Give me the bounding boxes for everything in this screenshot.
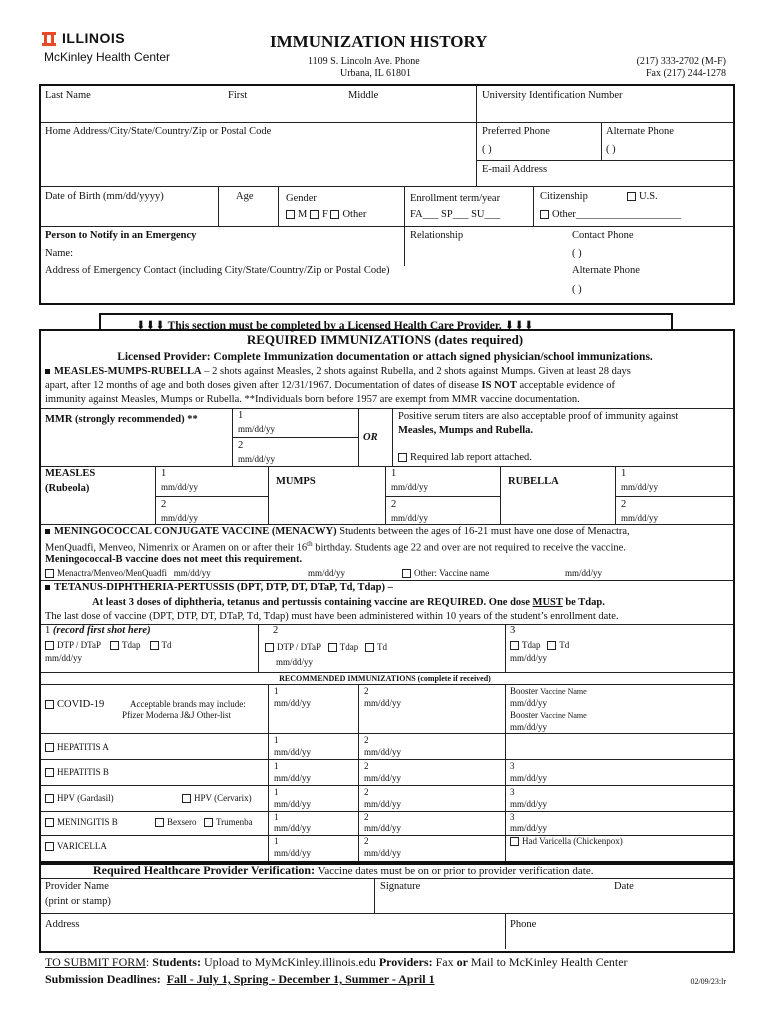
mumps-shot2-num: 2	[391, 499, 397, 510]
mening-shot3-num: 3	[510, 812, 515, 822]
titer-bold: Measles, Mumps and Rubella.	[398, 425, 534, 436]
hepb-shot3-num: 3	[510, 761, 515, 771]
meningitis-label: MENINGITIS B	[45, 817, 118, 827]
mumps-shot1-date[interactable]: mm/dd/yy	[391, 482, 429, 492]
titer-text: Positive serum titers are also acceptable proof of immunity against	[398, 411, 679, 422]
tdap3-tdap-checkbox[interactable]	[510, 641, 519, 650]
mening-shot1-date[interactable]: mm/dd/yy	[274, 823, 312, 833]
preferred-phone-label: Preferred Phone	[482, 126, 550, 137]
menacwy-intro: MENINGOCOCCAL CONJUGATE VACCINE (MENACWY) Students between the ages of 16-21 must have one dose of Menactra,	[45, 526, 630, 537]
covid-shot2-date[interactable]: mm/dd/yy	[364, 698, 402, 708]
meningitis-checkbox[interactable]	[45, 818, 54, 827]
signature-label: Signature	[380, 881, 421, 892]
mumps-shot2-date[interactable]: mm/dd/yy	[391, 513, 429, 523]
relationship-label: Relationship	[410, 230, 464, 241]
tdap-text1: At least 3 doses of diphtheria, tetanus and pertussis containing vaccine are REQUIRED. One dose MUST be Tdap.	[92, 597, 605, 608]
citizenship-us: U.S.	[627, 191, 658, 202]
tdap-shot3-options: Tdap Td	[510, 640, 569, 650]
required-title: REQUIRED IMMUNIZATIONS (dates required)	[246, 332, 524, 347]
logo-subtitle: McKinley Health Center	[44, 50, 171, 64]
hpv-shot2-date[interactable]: mm/dd/yy	[364, 799, 402, 809]
tdap-shot3-date[interactable]: mm/dd/yy	[510, 653, 548, 663]
hpv2-label: HPV (Cervarix)	[182, 793, 252, 803]
enrollment-label: Enrollment term/year	[410, 193, 501, 204]
hepb-shot2-num: 2	[364, 761, 369, 771]
lab-report-checkbox[interactable]	[398, 453, 407, 462]
booster1-label: Booster Vaccine Name	[510, 686, 587, 696]
hpv-cervarix-checkbox[interactable]	[182, 794, 191, 803]
mening-shot2-date[interactable]: mm/dd/yy	[364, 823, 402, 833]
covid-checkbox[interactable]	[45, 700, 54, 709]
covid-shot1-num: 1	[274, 686, 279, 696]
hpv-label: HPV (Gardasil)	[45, 793, 114, 803]
mmr-shot1-date[interactable]: mm/dd/yy	[238, 424, 276, 434]
tdap-shot2-options: DTP / DTaP Tdap Td	[265, 642, 387, 652]
email-label: E-mail Address	[482, 164, 548, 175]
alt-phone2-field[interactable]: ( )	[572, 284, 582, 295]
tdap2-tdap-checkbox[interactable]	[328, 643, 337, 652]
provider-address-label: Address	[45, 919, 80, 930]
covid-brands2: Pfizer Moderna J&J Other-list	[122, 710, 232, 720]
had-varicella: Had Varicella (Chickenpox)	[510, 836, 623, 846]
tdap-shot1: 1 (record first shot here)	[45, 625, 151, 636]
enrollment-terms[interactable]: FA___ SP___ SU___	[410, 209, 501, 220]
measles-label: MEASLES	[45, 468, 96, 479]
gender-other-checkbox[interactable]	[330, 210, 339, 219]
bullet-icon	[45, 529, 50, 534]
address-line2: Urbana, IL 61801	[340, 68, 411, 79]
varicella-shot1-num: 1	[274, 836, 279, 846]
mumps-shot1-num: 1	[391, 468, 397, 479]
hpv-shot1-date[interactable]: mm/dd/yy	[274, 799, 312, 809]
citizenship-other: Other____________________	[540, 209, 681, 220]
rubella-shot1-num: 1	[621, 468, 627, 479]
menacwy-other: Other: Vaccine name	[402, 568, 489, 578]
gender-options: M F Other	[286, 209, 366, 220]
provider-banner: ⬇⬇⬇ This section must be completed by a Licensed Health Care Provider. ⬇⬇⬇	[136, 320, 534, 332]
hepa-shot1-num: 1	[274, 735, 279, 745]
tdap3-td-checkbox[interactable]	[547, 641, 556, 650]
menacwy-other-checkbox[interactable]	[402, 569, 411, 578]
tdap-shot3: 3	[510, 625, 516, 636]
tdap-shot1-options: DTP / DTaP Tdap Td	[45, 640, 172, 650]
covid-shot2-num: 2	[364, 686, 369, 696]
mmr-text3: immunity against Measles, Mumps or Rubella. **Individuals born before 1957 are exempt from MMR vaccine documentation.	[45, 394, 580, 405]
bullet-icon	[45, 369, 50, 374]
alternate-phone-label: Alternate Phone	[606, 126, 674, 137]
alternate-phone-field[interactable]: ( )	[606, 144, 616, 155]
measles-shot2-num: 2	[161, 499, 167, 510]
booster2-label: Booster Vaccine Name	[510, 710, 587, 720]
hepa-label: HEPATITIS A	[45, 742, 109, 752]
emergency-heading: Person to Notify in an Emergency	[45, 230, 197, 241]
alt-phone2-label: Alternate Phone	[572, 265, 640, 276]
hepa-shot2-date[interactable]: mm/dd/yy	[364, 747, 402, 757]
hpv-shot1-num: 1	[274, 787, 279, 797]
hepb-shot3-date[interactable]: mm/dd/yy	[510, 773, 548, 783]
bexsero-checkbox[interactable]	[155, 818, 164, 827]
rubella-label: RUBELLA	[508, 476, 559, 487]
tdap1-dtp-checkbox[interactable]	[45, 641, 54, 650]
us-checkbox[interactable]	[627, 192, 636, 201]
rubeola-label: (Rubeola)	[45, 483, 90, 494]
contact-phone-field[interactable]: ( )	[572, 248, 582, 259]
had-varicella-checkbox[interactable]	[510, 837, 519, 846]
bullet-icon	[45, 585, 50, 590]
menacwy-other-date[interactable]: mm/dd/yy	[565, 568, 603, 578]
form-title: IMMUNIZATION HISTORY	[270, 32, 488, 51]
tdap-shot2-date[interactable]: mm/dd/yy	[276, 657, 314, 667]
rubella-shot2-date[interactable]: mm/dd/yy	[621, 513, 659, 523]
covid-brands1: Acceptable brands may include:	[130, 699, 246, 709]
mumps-label: MUMPS	[276, 476, 316, 487]
deadlines-line: Submission Deadlines: Fall - July 1, Spring - December 1, Summer - April 1	[45, 972, 435, 986]
emergency-address-label: Address of Emergency Contact (including City/State/Country/Zip or Postal Code)	[45, 265, 390, 276]
measles-shot1-num: 1	[161, 468, 167, 479]
gender-f-checkbox[interactable]	[310, 210, 319, 219]
varicella-checkbox[interactable]	[45, 842, 54, 851]
measles-shot1-date[interactable]: mm/dd/yy	[161, 482, 199, 492]
illinois-logo-icon	[44, 32, 54, 46]
lab-report: Required lab report attached.	[398, 452, 532, 463]
hepa-shot1-date[interactable]: mm/dd/yy	[274, 747, 312, 757]
gender-m-checkbox[interactable]	[286, 210, 295, 219]
provider-name-label: Provider Name	[45, 881, 109, 892]
menacwy-date2[interactable]: mm/dd/yy	[308, 568, 346, 578]
preferred-phone-field[interactable]: ( )	[482, 144, 492, 155]
licensed-note: Licensed Provider: Complete Immunization documentation or attach signed physician/school immunizations.	[117, 351, 653, 363]
hpv-shot3-num: 3	[510, 787, 515, 797]
hepb-label: HEPATITIS B	[45, 767, 109, 777]
hepb-shot2-date[interactable]: mm/dd/yy	[364, 773, 402, 783]
covid-label: COVID-19	[45, 699, 104, 710]
last-name-label: Last Name	[45, 90, 91, 101]
tdap-shot1-date[interactable]: mm/dd/yy	[45, 653, 83, 663]
tdap2-dtp-checkbox[interactable]	[265, 643, 274, 652]
mmr-label: MMR (strongly recommended) **	[45, 414, 198, 425]
verification-heading: Required Healthcare Provider Verification: Vaccine dates must be on or prior to provider verification date.	[93, 863, 594, 877]
mmr-text2: apart, after 12 months of age and both doses given after 12/31/1967. Documentation of dates of disease IS NOT acceptable evidence of	[45, 380, 616, 391]
address-line1: 1109 S. Lincoln Ave. Phone	[308, 56, 420, 67]
covid-shot1-date[interactable]: mm/dd/yy	[274, 698, 312, 708]
mening-shot3-date[interactable]: mm/dd/yy	[510, 823, 548, 833]
menacwy-opt1: Menactra/Menveo/MenQuadfi mm/dd/yy	[45, 568, 211, 578]
recommended-title: RECOMMENDED IMMUNIZATIONS (complete if received)	[279, 674, 491, 683]
or-label: OR	[363, 432, 378, 443]
rubella-shot2-num: 2	[621, 499, 627, 510]
hpv-shot2-num: 2	[364, 787, 369, 797]
booster1-date[interactable]: mm/dd/yy	[510, 698, 548, 708]
other-citizen-checkbox[interactable]	[540, 210, 549, 219]
mmr-shot2-num: 2	[238, 440, 244, 451]
logo-title: ILLINOIS	[62, 30, 126, 46]
contact-phone-label: Contact Phone	[572, 230, 634, 241]
menacwy-checkbox[interactable]	[45, 569, 54, 578]
varicella-shot1-date[interactable]: mm/dd/yy	[274, 848, 312, 858]
measles-shot2-date[interactable]: mm/dd/yy	[161, 513, 199, 523]
tdap-shot2: 2	[273, 625, 279, 636]
fax-number: Fax (217) 244-1278	[646, 68, 726, 79]
phone-number: (217) 333-2702 (M-F)	[636, 56, 726, 67]
tdap-heading: TETANUS-DIPHTHERIA-PERTUSSIS (DPT, DTP, DT, DTaP, Td, Tdap) –	[45, 582, 393, 593]
hepa-checkbox[interactable]	[45, 743, 54, 752]
age-label: Age	[236, 191, 254, 202]
mening-shot2-num: 2	[364, 812, 369, 822]
trumenba-checkbox[interactable]	[204, 818, 213, 827]
tdap-text2: The last dose of vaccine (DPT, DTP, DT, DTaP, Td, Tdap) must have been administered within 10 years of the student’s enrollment date.	[45, 611, 619, 622]
hepa-shot2-num: 2	[364, 735, 369, 745]
hepb-checkbox[interactable]	[45, 768, 54, 777]
print-stamp-label: (print or stamp)	[45, 896, 111, 907]
gender-label: Gender	[286, 193, 317, 204]
mmr-intro: MEASLES-MUMPS-RUBELLA – 2 shots against Measles, 2 shots against Rubella, and 2 shots against Mumps. Given at least 28 days	[45, 366, 631, 377]
hepb-shot1-num: 1	[274, 761, 279, 771]
tdap1-td-checkbox[interactable]	[150, 641, 159, 650]
provider-phone-label: Phone	[510, 919, 537, 930]
mening-shot1-num: 1	[274, 812, 279, 822]
home-address-label: Home Address/City/State/Country/Zip or Postal Code	[45, 126, 272, 137]
hpv-gardasil-checkbox[interactable]	[45, 794, 54, 803]
booster2-date[interactable]: mm/dd/yy	[510, 722, 548, 732]
uin-label: University Identification Number	[482, 90, 623, 101]
first-name-label: First	[228, 90, 248, 101]
dob-label: Date of Birth (mm/dd/yyyy)	[45, 191, 164, 202]
hpv-shot3-date[interactable]: mm/dd/yy	[510, 799, 548, 809]
rubella-shot1-date[interactable]: mm/dd/yy	[621, 482, 659, 492]
varicella-shot2-num: 2	[364, 836, 369, 846]
bexsero-label: Bexsero	[155, 817, 197, 827]
middle-name-label: Middle	[348, 90, 379, 101]
mmr-shot1-num: 1	[238, 410, 244, 421]
tdap2-td-checkbox[interactable]	[365, 643, 374, 652]
mmr-shot2-date[interactable]: mm/dd/yy	[238, 454, 276, 464]
hepb-shot1-date[interactable]: mm/dd/yy	[274, 773, 312, 783]
emergency-name-label: Name:	[45, 248, 73, 259]
menacwy-text3: Meningococcal-B vaccine does not meet this requirement.	[45, 554, 303, 565]
trumenba-label: Trumenba	[204, 817, 253, 827]
varicella-label: VARICELLA	[45, 841, 107, 851]
varicella-shot2-date[interactable]: mm/dd/yy	[364, 848, 402, 858]
form-code: 02/09/23:lr	[690, 977, 726, 986]
menacwy-text2: MenQuadfi, Menveo, Nimenrix or Aramen on or after their 16th birthday. Students age 22 and over are not required to receive the vaccine.	[45, 540, 626, 554]
tdap1-tdap-checkbox[interactable]	[110, 641, 119, 650]
verification-date-label: Date	[614, 881, 634, 892]
submit-line: TO SUBMIT FORM: Students: Upload to MyMcKinley.illinois.edu Providers: Fax or Mail to McKinley Health Center	[45, 955, 628, 969]
citizenship-label: Citizenship	[540, 191, 588, 202]
